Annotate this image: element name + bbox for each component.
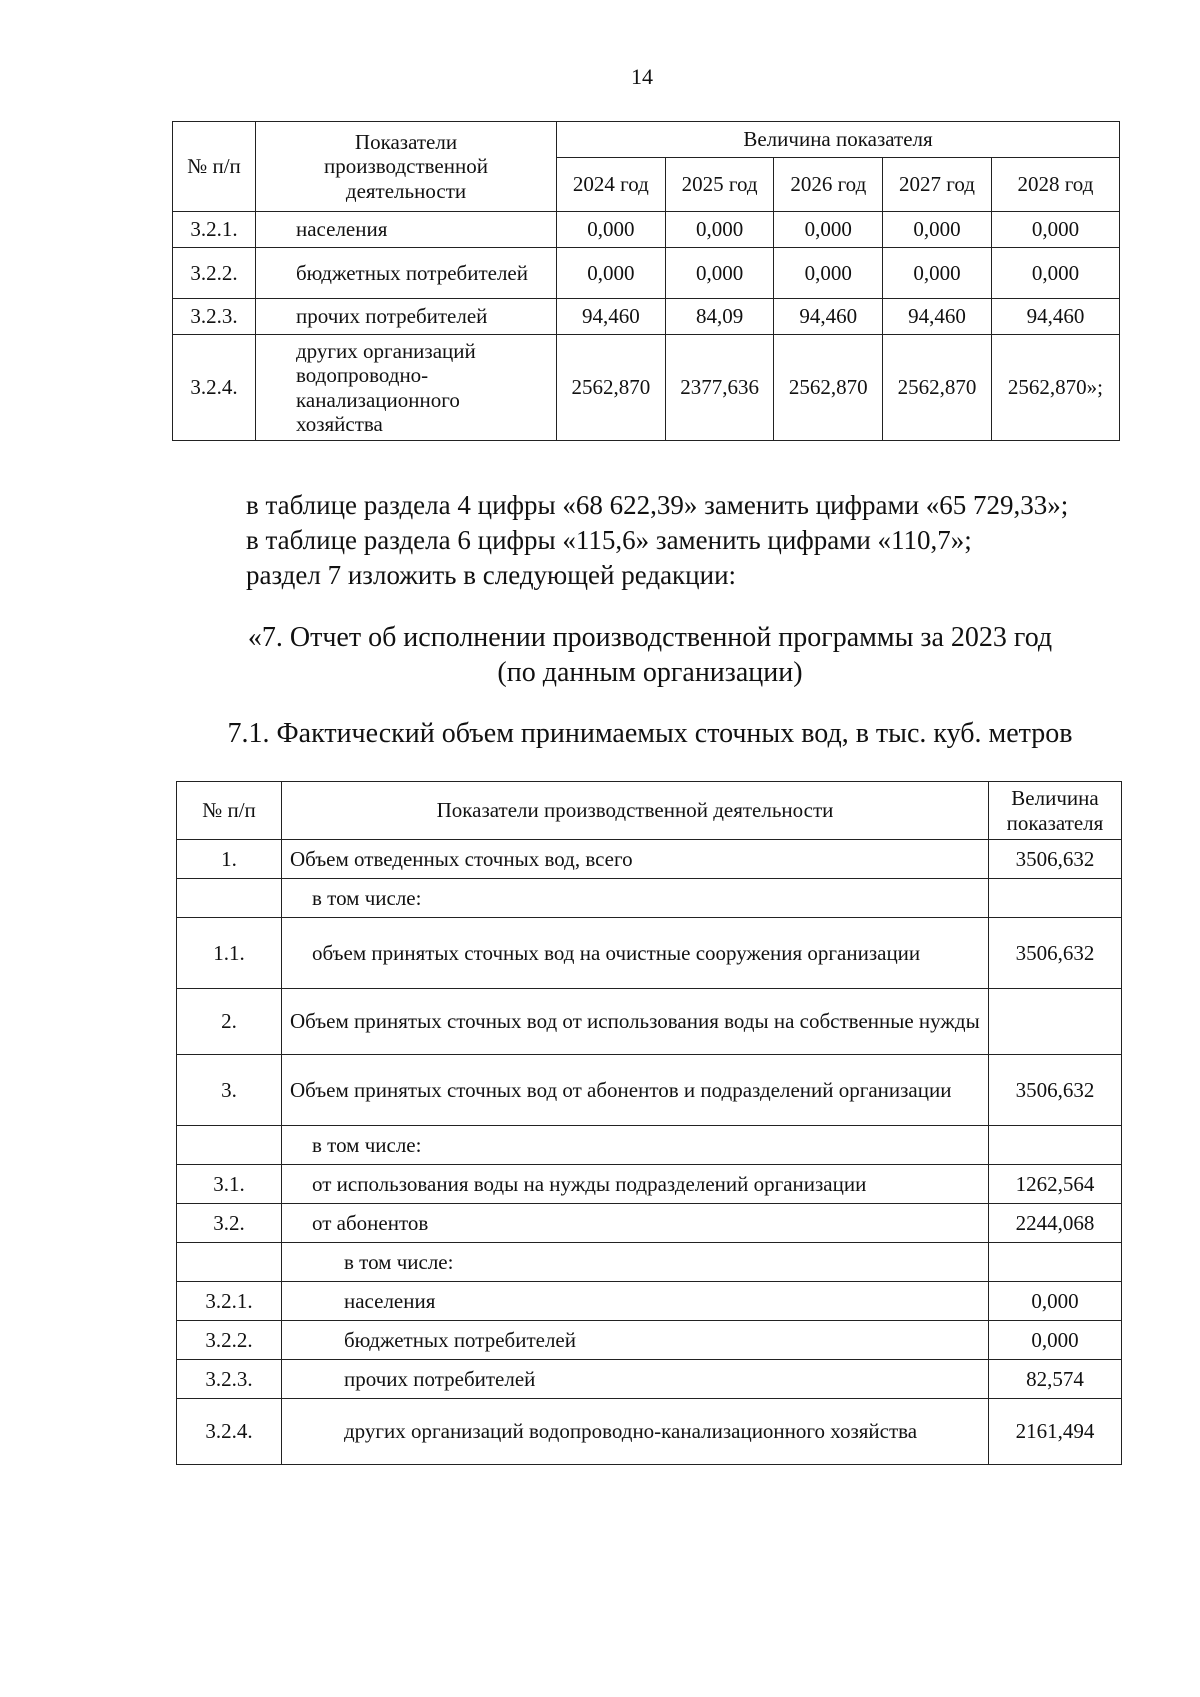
row-number: 3. — [177, 1055, 282, 1126]
row-value: 2562,870 — [883, 335, 992, 441]
row-value — [989, 989, 1122, 1055]
row-number — [177, 1243, 282, 1282]
table-row — [177, 1399, 1122, 1465]
row-value: 94,460 — [557, 299, 666, 335]
table-row — [177, 1165, 1122, 1204]
row-indicator: от использования воды на нужды подразделений организации — [282, 1165, 989, 1204]
section-heading: «7. Отчет об исполнении производственной программы за 2023 год — [247, 622, 1053, 653]
column-header-nn: № п/п — [177, 782, 282, 840]
row-value: 0,000 — [774, 212, 883, 248]
row-indicator: Объем принятых сточных вод от абонентов и подразделений организации — [282, 1055, 989, 1126]
row-value — [989, 879, 1122, 918]
row-indicator: Объем принятых сточных вод от использования воды на собственные нужды — [282, 989, 989, 1055]
row-indicator: в том числе: — [282, 879, 989, 918]
table-row — [173, 248, 1120, 299]
row-indicator: объем принятых сточных вод на очистные сооружения организации — [282, 918, 989, 989]
row-value: 84,09 — [665, 299, 774, 335]
row-value: 0,000 — [883, 212, 992, 248]
row-indicator: населения — [282, 1282, 989, 1321]
row-indicator: других организаций водопроводно-канализационного хозяйства — [282, 1399, 989, 1465]
row-value: 82,574 — [989, 1360, 1122, 1399]
row-number: 3.2.4. — [173, 335, 256, 441]
table-row — [177, 1360, 1122, 1399]
column-header-indicator: Показатели производственной деятельности — [282, 782, 989, 840]
row-value: 0,000 — [557, 248, 666, 299]
table-row — [177, 1243, 1122, 1282]
row-indicator: прочих потребителей — [282, 1360, 989, 1399]
row-value: 94,460 — [991, 299, 1119, 335]
column-header-value: Величина показателя — [989, 782, 1122, 840]
row-indicator: в том числе: — [282, 1126, 989, 1165]
row-indicator: других организаций водопроводно-канализационного хозяйства — [256, 335, 557, 441]
row-number: 3.2. — [177, 1204, 282, 1243]
table-row — [177, 989, 1122, 1055]
row-value — [989, 1243, 1122, 1282]
table-row — [177, 1055, 1122, 1126]
row-number: 2. — [177, 989, 282, 1055]
row-value: 2244,068 — [989, 1204, 1122, 1243]
column-header-value-group: Величина показателя — [557, 122, 1120, 158]
row-number — [177, 1126, 282, 1165]
column-header-year: 2024 год — [557, 158, 666, 212]
row-value: 2161,494 — [989, 1399, 1122, 1465]
row-number — [177, 879, 282, 918]
table-row — [177, 1282, 1122, 1321]
row-indicator: от абонентов — [282, 1204, 989, 1243]
section-heading-note: (по данным организации) — [497, 657, 803, 688]
table-row — [177, 840, 1122, 879]
row-value: 0,000 — [665, 212, 774, 248]
column-header-year: 2025 год — [665, 158, 774, 212]
row-value: 0,000 — [989, 1282, 1122, 1321]
table-row — [177, 1321, 1122, 1360]
row-indicator: бюджетных потребителей — [282, 1321, 989, 1360]
row-value: 0,000 — [665, 248, 774, 299]
row-indicator: прочих потребителей — [256, 299, 557, 335]
row-value: 2562,870 — [774, 335, 883, 441]
row-value: 3506,632 — [989, 1055, 1122, 1126]
table-row — [177, 1126, 1122, 1165]
row-value: 0,000 — [989, 1321, 1122, 1360]
table-row — [173, 335, 1120, 441]
row-value: 1262,564 — [989, 1165, 1122, 1204]
row-value — [989, 1126, 1122, 1165]
row-number: 3.2.1. — [177, 1282, 282, 1321]
row-number: 3.2.3. — [173, 299, 256, 335]
page-number: 14 — [631, 64, 653, 89]
table-row — [177, 1204, 1122, 1243]
row-value: 0,000 — [557, 212, 666, 248]
row-indicator: бюджетных потребителей — [256, 248, 557, 299]
row-value: 94,460 — [883, 299, 992, 335]
paragraph: в таблице раздела 6 цифры «115,6» заменить цифрами «110,7»; — [246, 525, 972, 555]
row-value: 2377,636 — [665, 335, 774, 441]
row-number: 3.2.2. — [177, 1321, 282, 1360]
row-number: 3.2.3. — [177, 1360, 282, 1399]
column-header-year: 2027 год — [883, 158, 992, 212]
row-value: 0,000 — [774, 248, 883, 299]
row-value: 2562,870 — [557, 335, 666, 441]
row-number: 3.2.1. — [173, 212, 256, 248]
row-indicator: населения — [256, 212, 557, 248]
subsection-heading: 7.1. Фактический объем принимаемых сточных вод, в тыс. куб. метров — [227, 718, 1073, 749]
row-value: 0,000 — [991, 248, 1119, 299]
row-number: 1.1. — [177, 918, 282, 989]
row-number: 3.2.2. — [173, 248, 256, 299]
wastewater-volume-report-table — [176, 781, 1122, 1465]
paragraph: раздел 7 изложить в следующей редакции: — [246, 560, 737, 590]
row-value: 94,460 — [774, 299, 883, 335]
row-number: 1. — [177, 840, 282, 879]
row-value: 0,000 — [991, 212, 1119, 248]
production-indicators-forecast-table — [172, 121, 1120, 441]
table-row — [173, 299, 1120, 335]
row-number: 3.1. — [177, 1165, 282, 1204]
row-value: 2562,870»; — [991, 335, 1119, 441]
row-indicator: в том числе: — [282, 1243, 989, 1282]
column-header-year: 2028 год — [991, 158, 1119, 212]
table-row — [177, 879, 1122, 918]
column-header-year: 2026 год — [774, 158, 883, 212]
table-row — [173, 212, 1120, 248]
row-value: 3506,632 — [989, 840, 1122, 879]
row-value: 0,000 — [883, 248, 992, 299]
row-value: 3506,632 — [989, 918, 1122, 989]
paragraph: в таблице раздела 4 цифры «68 622,39» заменить цифрами «65 729,33»; — [246, 490, 1069, 520]
row-indicator: Объем отведенных сточных вод, всего — [282, 840, 989, 879]
table-row — [177, 918, 1122, 989]
column-header-indicator: Показатели производственной деятельности — [256, 122, 557, 212]
column-header-nn: № п/п — [173, 122, 256, 212]
row-number: 3.2.4. — [177, 1399, 282, 1465]
